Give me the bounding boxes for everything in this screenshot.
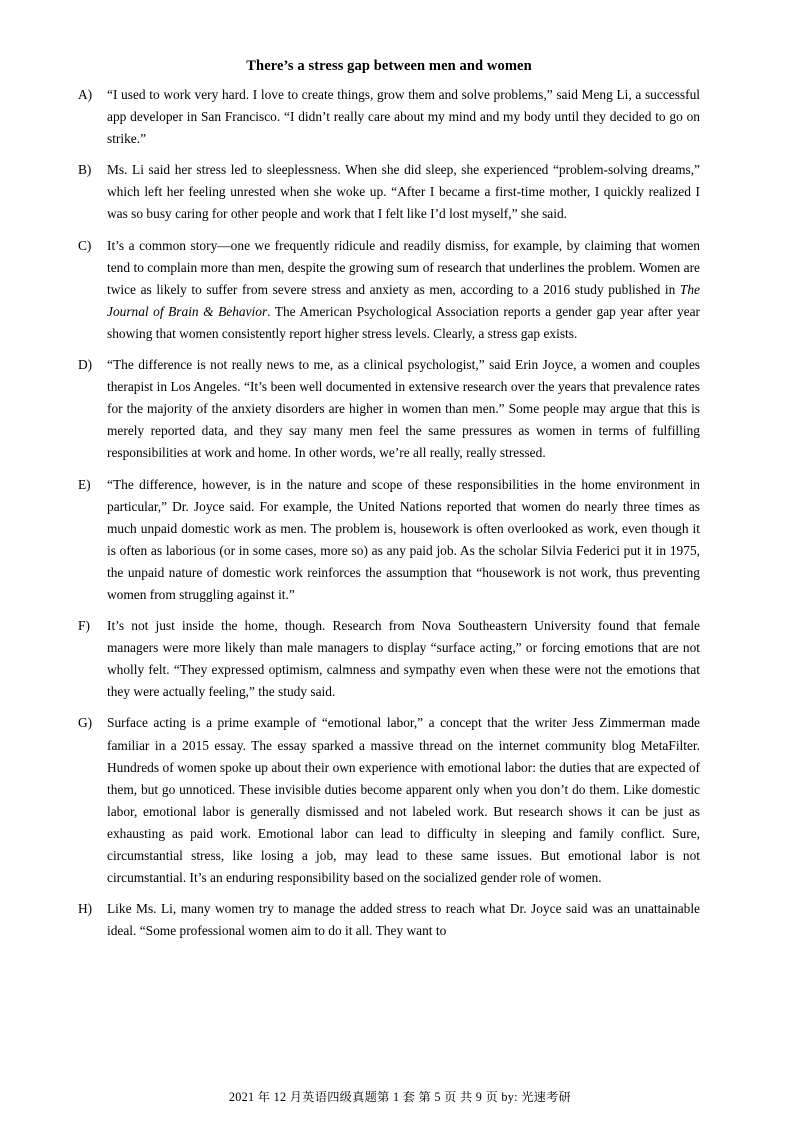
paragraph-text: Ms. Li said her stress led to sleeplessness. When she did sleep, she experienced “problem-solving dreams,” which left her feeling unrested when she woke up. “After I became a first-time mother, I quickly realized I was so busy caring for other people and work that I felt like I’d lost myself,” she said. — [107, 162, 700, 222]
paragraph-label: C) — [78, 237, 92, 253]
paragraph-c — [78, 235, 700, 345]
paragraph-label: E) — [78, 476, 91, 492]
paragraph-label: D) — [78, 357, 93, 373]
paragraph-label: H) — [78, 901, 93, 917]
paragraph-label: B) — [78, 162, 92, 178]
paragraph-text: It’s not just inside the home, though. Research from Nova Southeastern University found that female managers were more likely than male managers to display “surface acting,” or forcing emotions that are not wholly felt. “They expressed optimism, calmness and sympathy even when these were not the emotions that they were actually feeling,” the study said. — [107, 618, 700, 700]
journal-title-italic: The Journal of Brain & Behavior — [107, 281, 700, 319]
document-body — [78, 56, 700, 942]
paragraph-g — [78, 712, 700, 889]
paragraph-text: Like Ms. Li, many women try to manage the added stress to reach what Dr. Joyce said was an unattainable ideal. “Some professional women aim to do it all. They want to — [107, 901, 700, 939]
paragraph-text: “The difference is not really news to me, as a clinical psychologist,” said Erin Joyce, a women and couples therapist in Los Angeles. “It’s been well documented in extensive research over the years that prevalence rates for the majority of the anxiety disorders are higher in women than men.” Some people may argue that this is merely reported data, and they say many men feel the same pressures as women in terms of fulfilling responsibilities at work and home. In other words, we’re all really, really stressed. — [107, 357, 700, 461]
paragraph-text — [107, 235, 700, 345]
paragraph-text-segment: It’s a common story—one we frequently ridicule and readily dismiss, for example, by claiming that women tend to complain more than men, despite the growing sum of research that underlines the problem. Women are twice as likely to suffer from severe stress and anxiety as men, according to a 2016 study published in — [107, 237, 700, 297]
paragraph-d — [78, 354, 700, 464]
paragraph-text: Surface acting is a prime example of “emotional labor,” a concept that the writer Jess Zimmerman made familiar in a 2015 essay. The essay sparked a massive thread on the internet community blog MetaFilter. Hundreds of women spoke up about their own experience with emotional labor: the duties that are expected of them, but go unnoticed. These invisible duties become apparent only when you don’t do them. Like domestic labor, emotional labor is generally dismissed and not labeled work. But research shows it can be just as exhausting as paid work. Emotional labor can lead to difficulty in sleeping and family conflict. Sure, circumstantial stress, like losing a job, may lead to these same issues. But emotional labor is not circumstantial. It’s an enduring responsibility based on the socialized gender role of women. — [107, 715, 700, 886]
paragraph-text: “The difference, however, is in the nature and scope of these responsibilities in the home environment in particular,” Dr. Joyce said. For example, the United Nations reported that women do nearly three times as much unpaid domestic work as men. The problem is, housework is often overlooked as work, even though it is often as laborious (or in some cases, more so) as any paid job. As the scholar Silvia Federici put it in 1975, the unpaid nature of domestic work reinforces the assumption that “housework is not work, thus preventing women from struggling against it.” — [107, 476, 700, 602]
paragraph-text: “I used to work very hard. I love to create things, grow them and solve problems,” said Meng Li, a successful app developer in San Francisco. “I didn’t really care about my mind and my body until they decided to go on strike.” — [107, 87, 700, 147]
paragraph-e — [78, 474, 700, 607]
paragraph-label: F) — [78, 618, 90, 634]
paragraph-text-segment: . The American Psychological Association reports a gender gap year after year showing that women consistently report higher stress levels. Clearly, a stress gap exists. — [107, 303, 700, 341]
page-title: There’s a stress gap between men and women — [246, 58, 532, 74]
page-footer: 2021 年 12 月英语四级真题第 1 套 第 5 页 共 9 页 by: 光速考研 — [228, 1090, 572, 1104]
paragraph-f — [78, 615, 700, 703]
paragraph-a — [78, 84, 700, 150]
paragraph-b — [78, 159, 700, 225]
paragraph-label: G) — [78, 715, 93, 731]
paragraph-h — [78, 898, 700, 942]
paragraph-label: A) — [78, 87, 93, 102]
